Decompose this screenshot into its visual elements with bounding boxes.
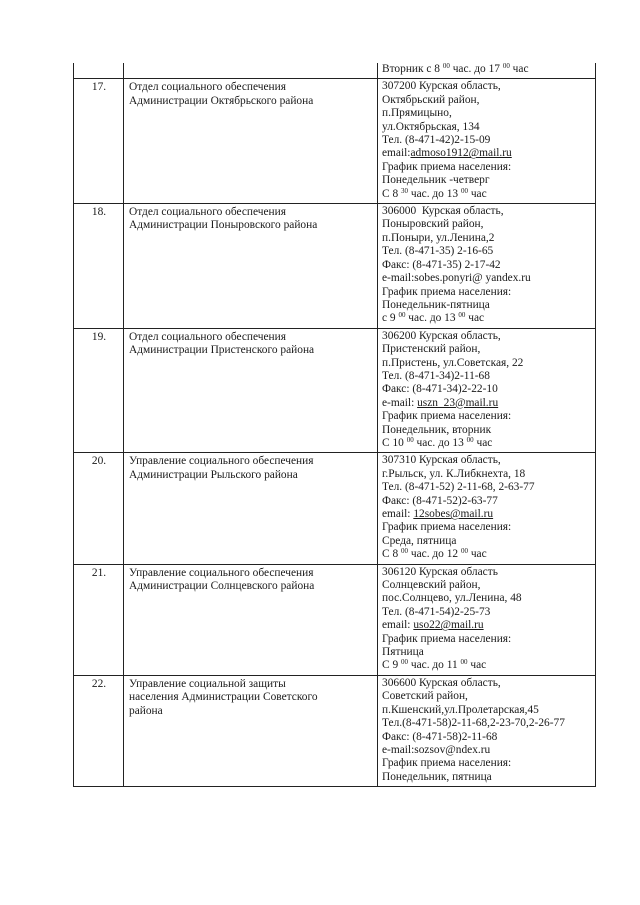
contact-text: С 9 [382,659,401,672]
contact-line [382,63,592,76]
contact-text: Тел. (8-471-52) 2-11-68, 2-63-77 [382,481,535,494]
contact-details [378,453,596,564]
time-superscript: 00 [460,548,468,556]
organization-line: Администрации Солнцевского района [129,580,315,593]
organization-name [124,453,378,564]
contact-text: 306600 Курская область, [382,676,501,689]
contact-text: e-mail:sobes.ponyri@ yandex.ru [382,272,531,285]
contact-details [378,63,596,79]
time-superscript: 00 [458,312,466,320]
contact-line [382,147,592,160]
organization-name [124,79,378,204]
contact-text: 306000 Курская область, [382,205,504,218]
organization-line: Управление социального обеспечения [129,455,314,468]
contact-text: Факс: (8-471-58)2-11-68 [382,730,498,743]
contact-line [382,80,592,93]
contact-text: Тел. (8-471-34)2-11-68 [382,369,490,382]
contact-line [382,397,592,410]
contact-text: г.Рыльск, ул. К.Либкнехта, 18 [382,467,526,480]
contact-text: час. до 13 [408,187,461,200]
table-row [74,675,596,786]
contact-text: Солнцевский район, [382,579,481,592]
organization-line: Управление социального обеспечения [129,566,314,579]
table-body [74,63,596,787]
contact-text: час [509,63,529,75]
time-superscript: 00 [406,436,414,444]
contact-line [382,606,592,619]
contact-text: 307200 Курская область, [382,80,501,93]
contact-line [382,690,592,703]
contact-line [382,259,592,272]
contact-text: Советский район, [382,690,468,703]
contact-text: Тел. (8-471-35) 2-16-65 [382,245,494,258]
contact-text: 307310 Курская область, [382,454,501,467]
contact-line [382,188,592,201]
contact-text: п.Пристень, ул.Советская, 22 [382,356,524,369]
contact-line [382,245,592,258]
contact-line [382,677,592,690]
contact-line [382,535,592,548]
contact-text: пос.Солнцево, ул.Ленина, 48 [382,592,522,605]
contact-line [382,437,592,450]
email-link[interactable]: admoso1912@mail.ru [410,147,512,160]
contact-details [378,675,596,786]
contact-line [382,232,592,245]
contact-line [382,218,592,231]
organization-line: Администрации Поныровского района [129,219,318,232]
organization-line: Администрации Рыльского района [129,468,298,481]
contact-line [382,299,592,312]
contact-line [382,357,592,370]
contact-line [382,286,592,299]
contact-text: e-mail: [382,396,418,409]
organization-line: населения Администрации Советского [129,691,318,704]
contact-text: Среда, пятница [382,534,457,547]
row-number: 18. [74,204,124,329]
contact-text: График приема населения: [382,521,512,534]
contact-line [382,592,592,605]
contact-line [382,619,592,632]
contact-text: п.Кшенский,ул.Пролетарская,45 [382,703,539,716]
organization-name [124,675,378,786]
contact-text: Факс: (8-471-34)2-22-10 [382,383,498,396]
time-superscript: 00 [398,312,406,320]
row-number: 17. [74,79,124,204]
contact-text: Поныровский район, [382,218,484,231]
contact-text: email: [382,147,411,160]
contact-text: Понедельник, вторник [382,423,492,436]
contact-text: email: [382,508,414,520]
contact-line [382,481,592,494]
contact-details [378,79,596,204]
contact-line [382,383,592,396]
contact-text: Тел.(8-471-58)2-11-68,2-23-70,2-26-77 [382,717,565,730]
contact-line [382,205,592,218]
time-superscript: 00 [460,187,468,195]
contact-text: час. до 11 [408,659,461,672]
organization-line: Администрации Пристенского района [129,344,315,357]
email-link[interactable]: 12sobes@mail.ru [413,508,494,520]
contact-text: e-mail:sozsov@ndex.ru [382,743,491,756]
contact-line [382,521,592,534]
organization-line: Отдел социального обеспечения [129,206,286,219]
email-link[interactable]: uso22@mail.ru [413,619,484,632]
organization-line: района [129,704,163,717]
contact-line [382,134,592,147]
contact-text: час [467,548,487,561]
contact-line [382,174,592,187]
contact-line [382,330,592,343]
contact-line [382,659,592,672]
contact-line [382,468,592,481]
contact-text: Октябрьский район, [382,93,480,106]
contact-text: п.Прямицыно, [382,107,452,120]
table-row [74,63,596,79]
table-row [74,328,596,453]
contact-line [382,424,592,437]
row-number [74,63,124,79]
contact-text: График приема населения: [382,632,512,645]
row-number: 21. [74,564,124,675]
organization-line: Администрации Октябрьского района [129,94,314,107]
time-superscript: 00 [442,63,450,70]
contact-line [382,744,592,757]
contact-line [382,646,592,659]
contact-text: час. до 17 [449,63,503,75]
contact-details [378,564,596,675]
organization-line: Отдел социального обеспечения [129,81,286,94]
contact-line [382,107,592,120]
contact-text: С 10 [382,436,407,449]
time-superscript: 00 [502,63,510,70]
contact-line [382,94,592,107]
contact-text: Вторник с 8 [382,63,443,75]
contact-text: Пятница [382,646,424,659]
contact-text: График приема населения: [382,757,512,770]
contact-text: email: [382,619,414,632]
contact-line [382,495,592,508]
time-superscript: 30 [401,187,408,195]
contact-line [382,757,592,770]
contact-text: Тел. (8-471-54)2-25-73 [382,605,491,618]
contact-text: Понедельник-пятница [382,298,490,311]
time-superscript: 00 [401,548,408,556]
contact-line [382,548,592,561]
contact-line [382,454,592,467]
contact-text: 306200 Курская область, [382,329,501,342]
contact-line [382,731,592,744]
time-superscript: 00 [401,659,408,667]
organization-name [124,564,378,675]
organization-name [124,328,378,453]
table-row [74,204,596,329]
contact-details [378,204,596,329]
time-superscript: 00 [466,436,474,444]
contact-text: ул.Октябрьская, 134 [382,120,480,133]
row-number: 19. [74,328,124,453]
organization-line: Отдел социального обеспечения [129,330,286,343]
contact-text: С 8 [382,548,401,561]
contact-text: час [465,312,485,325]
table-row [74,564,596,675]
contact-line [382,272,592,285]
contact-text: час. до 13 [413,436,467,449]
contact-text: 306120 Курская область [382,565,498,578]
contact-text: Понедельник -четверг [382,174,490,187]
contact-text: Факс: (8-471-35) 2-17-42 [382,258,501,271]
document-page [73,63,596,787]
contacts-table [73,63,596,787]
contact-text: Пристенский район, [382,343,481,356]
contact-line [382,771,592,784]
contact-line [382,566,592,579]
contact-text: п.Поныри, ул.Ленина,2 [382,231,495,244]
organization-name [124,204,378,329]
organization-name [124,63,378,79]
contact-text: График приема населения: [382,160,512,173]
table-row [74,453,596,564]
contact-line [382,343,592,356]
contact-text: С 8 [382,187,401,200]
contact-line [382,370,592,383]
row-number: 22. [74,675,124,786]
contact-line [382,717,592,730]
contact-text: час [467,659,487,672]
contact-text: час. до 13 [405,312,459,325]
contact-text: час [467,187,487,200]
row-number: 20. [74,453,124,564]
contact-line [382,704,592,717]
contact-text: час [473,436,493,449]
contact-line [382,312,592,325]
email-link[interactable]: uszn_23@mail.ru [417,396,499,409]
table-row [74,79,596,204]
contact-text: График приема населения: [382,410,512,423]
contact-text: График приема населения: [382,285,512,298]
time-superscript: 00 [460,659,468,667]
contact-text: час. до 12 [408,548,461,561]
contact-text: Факс: (8-471-52)2-63-77 [382,494,498,507]
contact-text: Тел. (8-471-42)2-15-09 [382,134,491,147]
organization-line: Управление социальной защиты [129,677,286,690]
contact-line [382,161,592,174]
contact-line [382,633,592,646]
contact-text: Понедельник, пятница [382,770,492,783]
contact-line [382,579,592,592]
contact-line [382,121,592,134]
contact-text: с 9 [382,312,399,325]
contact-line [382,410,592,423]
contact-line [382,508,592,521]
contact-details [378,328,596,453]
